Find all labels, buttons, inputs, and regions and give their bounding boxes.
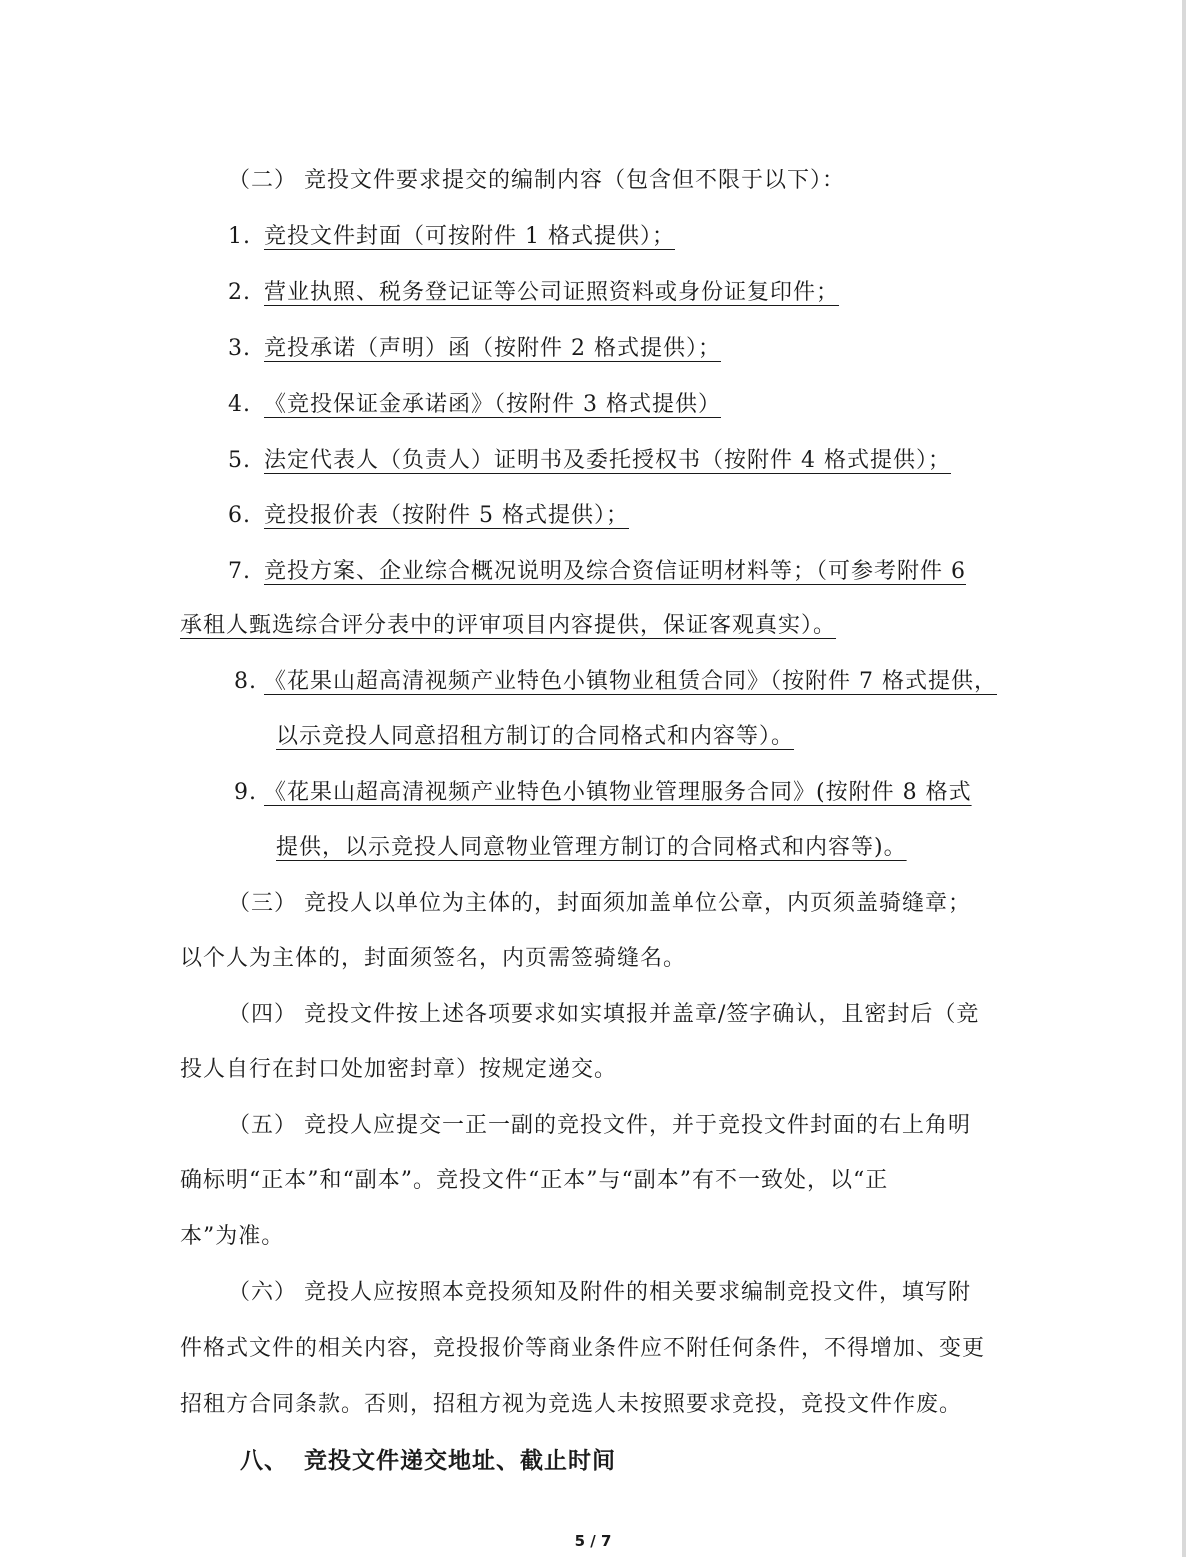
section-five-label: （五）: [228, 1113, 298, 1138]
section-heading-text: 竞投文件递交地址、截止时间: [304, 1448, 616, 1474]
section-five-continuation: [180, 1222, 284, 1252]
section-six-continuation: [180, 1334, 985, 1364]
list-item-number: 3.: [228, 336, 251, 361]
list-item-text: 竞投承诺（声明）函（按附件 2 格式提供）；: [264, 336, 721, 361]
section-six-line: 竞投人应按照本竞投须知及附件的相关要求编制竞投文件，填写附: [304, 1280, 972, 1305]
list-item-number: 4.: [228, 392, 251, 417]
list-item-text: 竞投方案、企业综合概况说明及综合资信证明材料等；（可参考附件 6: [264, 559, 966, 584]
list-item-text: 竞投文件封面（可按附件 1 格式提供）；: [264, 224, 675, 249]
list-item-text: 《竞投保证金承诺函》（按附件 3 格式提供）: [264, 392, 721, 417]
section-three: [228, 889, 971, 919]
page-edge: [1182, 0, 1186, 1557]
page-number: 5 / 7: [574, 1532, 612, 1550]
list-item: [228, 278, 839, 308]
section-six-line: 招租方合同条款。否则，招租方视为竞选人未按照要求竞投，竞投文件作废。: [180, 1392, 963, 1417]
list-item: [228, 446, 951, 476]
list-item-number: 6.: [228, 503, 251, 528]
section-three-continuation: [180, 944, 686, 974]
list-item-continuation: [276, 722, 794, 752]
section-six-label: （六）: [228, 1280, 298, 1305]
list-item-number: 2.: [228, 280, 251, 305]
list-item-number: 9.: [234, 780, 257, 805]
section-four-continuation: [180, 1055, 617, 1085]
list-item-text: 《花果山超高清视频产业特色小镇物业管理服务合同》(按附件 8 格式: [264, 780, 972, 805]
section-five-line: 确标明“正本”和“副本”。竞投文件“正本”与“副本”有不一致处，以“正: [180, 1168, 889, 1193]
list-item: [228, 501, 629, 531]
section-two-text: 竞投文件要求提交的编制内容（包含但不限于以下）：: [304, 168, 846, 193]
section-four-label: （四）: [228, 1002, 298, 1027]
list-item-text: 以示竞投人同意招租方制订的合同格式和内容等）。: [276, 724, 795, 749]
section-five-line: 竞投人应提交一正一副的竞投文件，并于竞投文件封面的右上角明: [304, 1113, 972, 1138]
list-item-text: 法定代表人（负责人）证明书及委托授权书（按附件 4 格式提供）；: [264, 448, 951, 473]
section-five-continuation: [180, 1166, 888, 1196]
list-item-continuation: [180, 611, 836, 641]
section-five-line: 本”为准。: [180, 1224, 285, 1249]
list-item-number: 8.: [234, 669, 257, 694]
section-two: [228, 166, 845, 196]
list-item: [228, 390, 721, 420]
list-item-number: 5.: [228, 448, 251, 473]
list-item: [234, 667, 997, 697]
list-item: [228, 222, 675, 252]
section-heading-eight: [240, 1446, 616, 1476]
list-item: [234, 778, 972, 808]
list-item-text: 提供，以示竞投人同意物业管理方制订的合同格式和内容等)。: [276, 835, 907, 860]
section-five: [228, 1111, 971, 1141]
list-item-text: 营业执照、税务登记证等公司证照资料或身份证复印件；: [264, 280, 840, 305]
list-item-text: 竞投报价表（按附件 5 格式提供）；: [264, 503, 629, 528]
section-three-line: 竞投人以单位为主体的，封面须加盖单位公章，内页须盖骑缝章；: [304, 891, 972, 916]
list-item-text: 《花果山超高清视频产业特色小镇物业租赁合同》（按附件 7 格式提供，: [264, 669, 997, 694]
section-two-label: （二）: [228, 168, 298, 193]
list-item: [228, 557, 966, 587]
section-heading-number: 八、: [240, 1448, 288, 1474]
list-item: [228, 334, 721, 364]
section-three-label: （三）: [228, 891, 298, 916]
section-six: [228, 1278, 971, 1308]
list-item-text: 承租人甄选综合评分表中的评审项目内容提供，保证客观真实）。: [180, 613, 837, 638]
list-item-continuation: [276, 833, 907, 863]
section-six-line: 件格式文件的相关内容，竞投报价等商业条件应不附任何条件，不得增加、变更: [180, 1336, 986, 1361]
section-three-line: 以个人为主体的，封面须签名，内页需签骑缝名。: [180, 946, 687, 971]
section-four-line: 投人自行在封口处加密封章）按规定递交。: [180, 1057, 618, 1082]
section-four: [228, 1000, 979, 1030]
section-six-continuation: [180, 1390, 962, 1420]
list-item-number: 1.: [228, 224, 251, 249]
list-item-number: 7.: [228, 559, 251, 584]
section-four-line: 竞投文件按上述各项要求如实填报并盖章/签字确认，且密封后（竞: [304, 1002, 980, 1027]
